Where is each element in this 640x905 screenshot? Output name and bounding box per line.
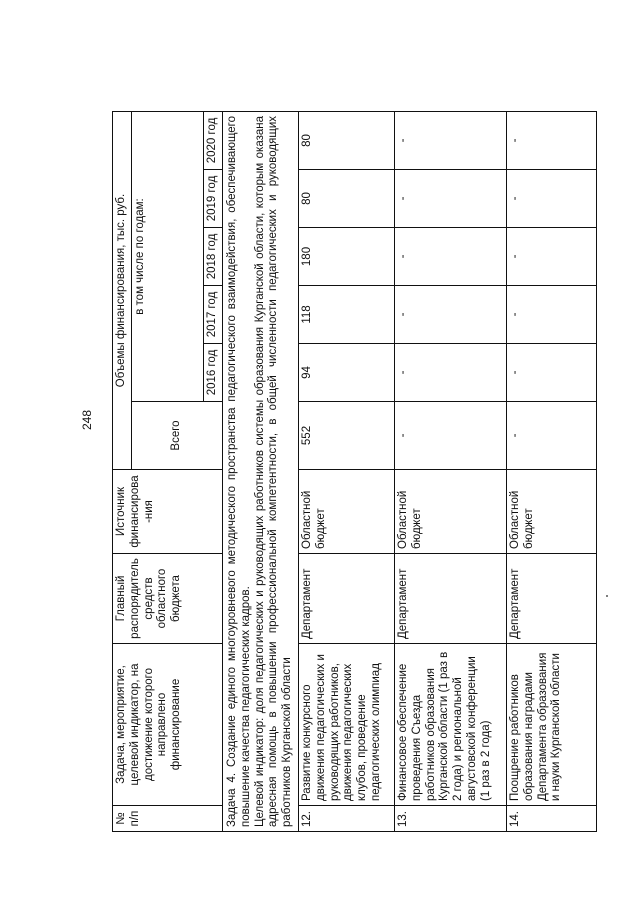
row-total: - (394, 402, 506, 470)
row-2019: - (506, 170, 596, 228)
header-total: Всего (131, 402, 222, 470)
row-2018: - (506, 228, 596, 286)
header-year-2018: 2018 год (204, 228, 223, 286)
row-name: Финансовое обеспечение проведения Съезда работников образования Курганской области (1 раз в 2 года) и региональной августовской конференции (1 раз в 2 года) (394, 644, 506, 806)
task-indicator: Целевой индикатор: доля педагогических и руководящих работников системы образования Курганской области, которым оказана адресная помощь в повышении профессиональной компетентности, в общей численности педагогических и руководящих работников Курганской области (253, 115, 294, 827)
row-2020: 80 (298, 111, 394, 169)
header-volume: Объемы финансирования, тыс. руб. (113, 111, 132, 469)
row-source: Областной бюджет (394, 470, 506, 554)
row-2019: 80 (298, 170, 394, 228)
row-2018: - (394, 228, 506, 286)
row-2020: - (506, 111, 596, 169)
task-row (223, 111, 299, 831)
row-manager: Департамент (394, 554, 506, 644)
row-2016: 94 (298, 344, 394, 402)
header-year-2017: 2017 год (204, 286, 223, 344)
row-2016: - (394, 344, 506, 402)
row-name: Развитие конкурсного движения педагогических и руководящих работников, движения педагогических клубов, проведение педагогических олимпиад (298, 644, 394, 806)
header-task: Задача, мероприятие, целевой индикатор, на достижение которого направлено финансирование (113, 644, 223, 806)
row-2018: 180 (298, 228, 394, 286)
row-2016: - (506, 344, 596, 402)
row-source: Областной бюджет (298, 470, 394, 554)
row-total: 552 (298, 402, 394, 470)
row-manager: Департамент (506, 554, 596, 644)
rotated-table-sheet (112, 112, 563, 832)
header-manager: Главный распорядитель средств областного бюджета (113, 554, 223, 644)
row-name: Поощрение работников образования наградами Департамента образования и науки Курганской области (506, 644, 596, 806)
header-source: Источник финансирова-ния (113, 470, 223, 554)
row-2017: 118 (298, 286, 394, 344)
row-source: Областной бюджет (506, 470, 596, 554)
task-title: Задача 4. Создание единого многоуровневого методического пространства педагогического взаимодействия, обеспечивающего повышение качества педагогических кадров. (226, 115, 252, 827)
row-num: 12. (298, 806, 394, 832)
row-num: 13. (394, 806, 506, 832)
financing-table (112, 111, 597, 832)
scan-speck (606, 595, 608, 597)
table-row (298, 111, 394, 831)
row-manager: Департамент (298, 554, 394, 644)
header-row-1 (113, 111, 132, 831)
row-num: 14. (506, 806, 596, 832)
header-year-2019: 2019 год (204, 170, 223, 228)
row-2017: - (394, 286, 506, 344)
table-row (506, 111, 596, 831)
row-2019: - (394, 170, 506, 228)
header-by-years: в том числе по годам: (131, 111, 203, 401)
row-total: - (506, 402, 596, 470)
header-num: № п/п (113, 806, 223, 832)
task-description (223, 111, 299, 831)
header-year-2020: 2020 год (204, 111, 223, 169)
row-2017: - (506, 286, 596, 344)
page-number: 248 (80, 409, 94, 430)
row-2020: - (394, 111, 506, 169)
header-year-2016: 2016 год (204, 344, 223, 402)
table-row (394, 111, 506, 831)
